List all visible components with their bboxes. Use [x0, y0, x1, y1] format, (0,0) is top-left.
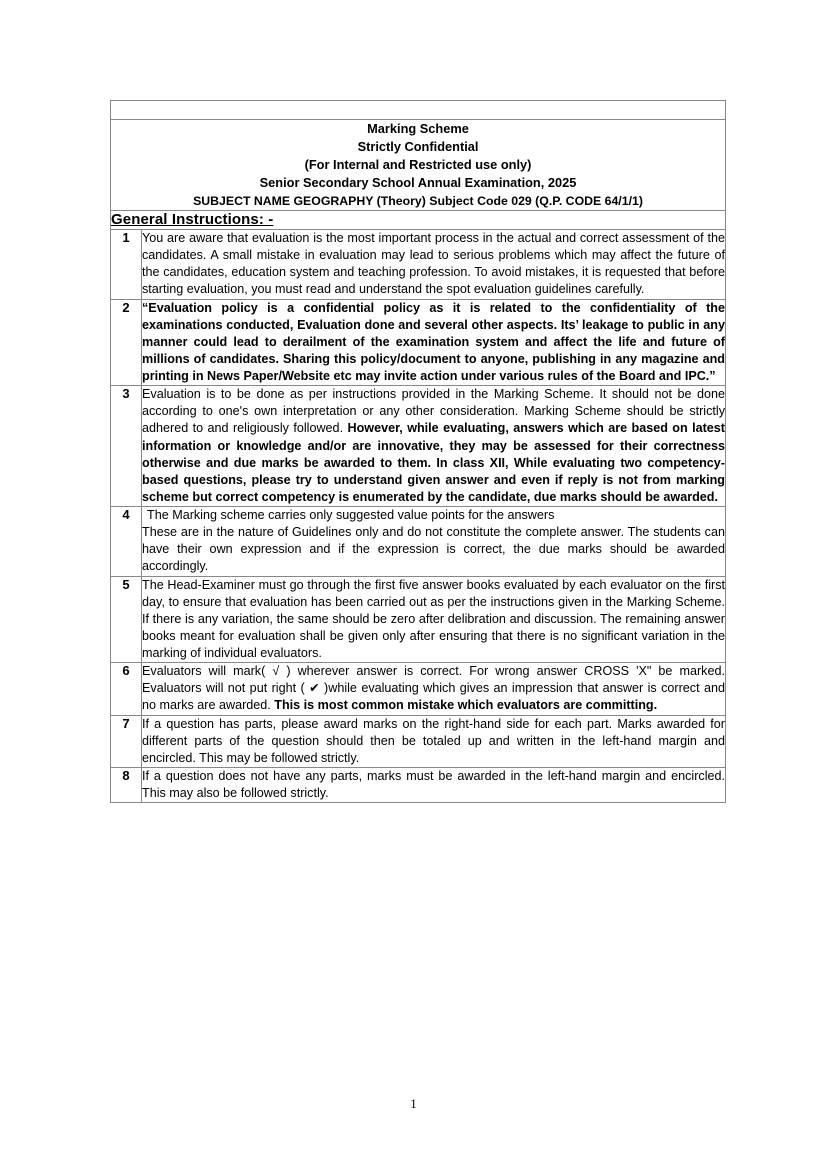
- instruction-text: If a question has parts, please award marks on the right-hand side for each part. Marks awarded for different parts of the question should then be totaled up and written in the left-hand margin and encircled. This may be followed strictly.: [142, 716, 725, 765]
- header-line-subject: SUBJECT NAME GEOGRAPHY (Theory) Subject Code 029 (Q.P. CODE 64/1/1): [193, 193, 643, 208]
- instruction-text-line1: The Marking scheme carries only suggested value points for the answers: [147, 508, 555, 523]
- table-row: [111, 386, 726, 507]
- instruction-number: 2: [111, 299, 142, 386]
- header-line-usage: (For Internal and Restricted use only): [304, 157, 532, 173]
- document-header: [111, 120, 726, 211]
- instruction-body: [142, 663, 726, 715]
- instruction-paragraph: [142, 663, 725, 714]
- instruction-text: Evaluators will mark( √ ) wherever answer is correct. For wrong answer CROSS 'X" be marked. Evaluators will not put right ( ✔ )while evaluating which gives an impression that answer is correct and no marks are awarded.: [142, 664, 725, 713]
- header-row: [111, 120, 726, 211]
- instruction-number: 5: [111, 576, 142, 663]
- instruction-body: [142, 299, 726, 386]
- instruction-body: [142, 230, 726, 300]
- spacer-cell: [111, 101, 726, 120]
- instruction-text: These are in the nature of Guidelines only and do not constitute the complete answer. The students can have their own expression and if the expression is correct, the due marks should be awarded accordingly.: [142, 525, 725, 574]
- table-row: [111, 767, 726, 802]
- instruction-text: You are aware that evaluation is the most important process in the actual and correct assessment of the candidates. A small mistake in evaluation may lead to serious problems which may affect the future of the candidates, education system and teaching profession. To avoid mistakes, it is requested that before starting evaluation, you must read and understand the spot evaluation guidelines carefully.: [142, 231, 725, 297]
- instruction-number: 1: [111, 230, 142, 300]
- header-line-confidential: Strictly Confidential: [357, 139, 479, 155]
- instruction-text-bold: However, while evaluating, answers which are based on latest information or knowledge and/or are innovative, they may be assessed for their correctness otherwise and due marks be awarded to them. In class XII, While evaluating two competency-based questions, please try to understand given answer and even if reply is not from marking scheme but correct competency is enumerated by the candidate, due marks should be awarded.: [142, 421, 726, 504]
- instruction-number: 4: [111, 507, 142, 577]
- general-instructions-cell: [111, 211, 726, 230]
- header-line-examination: Senior Secondary School Annual Examination, 2025: [259, 175, 577, 191]
- header-line-title: Marking Scheme: [367, 121, 469, 136]
- instruction-number: 7: [111, 715, 142, 767]
- instruction-number: 8: [111, 767, 142, 802]
- instruction-body: [142, 767, 726, 802]
- instruction-body: [142, 507, 726, 577]
- instruction-text: The Head-Examiner must go through the first five answer books evaluated by each evaluator on the first day, to ensure that evaluation has been carried out as per the instructions given in the Marking Scheme. If there is any variation, the same should be zero after delibration and discussion. The remaining answer books meant for evaluation shall be given only after ensuring that there is no significant variation in the marking of individual evaluators.: [142, 577, 725, 661]
- table-row: [111, 715, 726, 767]
- section-title: General Instructions: -: [111, 211, 274, 229]
- table-row: [111, 507, 726, 577]
- instruction-text-bold: “Evaluation policy is a confidential policy as it is related to the confidentiality of the examinations conducted, Evaluation done and several other aspects. Its’ leakage to public in any manner could lead to derailment of the examination system and affect the life and future of millions of candidates. Sharing this policy/document to anyone, publishing in any magazine and printing in News Paper/Website etc may invite action under various rules of the Board and IPC.”: [142, 300, 725, 384]
- page-number: 1: [410, 1096, 417, 1111]
- instruction-paragraph: [142, 386, 725, 506]
- table-spacer-row: [111, 101, 726, 120]
- instruction-number: 3: [111, 386, 142, 507]
- marking-scheme-table: [110, 100, 726, 803]
- instruction-text: Evaluation is to be done as per instructions provided in the Marking Scheme. It should not be done according to one's own interpretation or any other consideration. Marking Scheme should be strictly adhered to and religiously followed.: [142, 387, 725, 436]
- instruction-body: [142, 715, 726, 767]
- table-row: [111, 299, 726, 386]
- instruction-body: [142, 576, 726, 663]
- table-row: [111, 576, 726, 663]
- instruction-text-bold: This is most common mistake which evaluators are committing.: [274, 698, 658, 713]
- table-row: [111, 663, 726, 715]
- instruction-text: If a question does not have any parts, marks must be awarded in the left-hand margin and encircled. This may also be followed strictly.: [142, 768, 725, 801]
- table-row: [111, 230, 726, 300]
- instruction-body: [142, 386, 726, 507]
- section-title-row: [111, 211, 726, 230]
- instruction-number: 6: [111, 663, 142, 715]
